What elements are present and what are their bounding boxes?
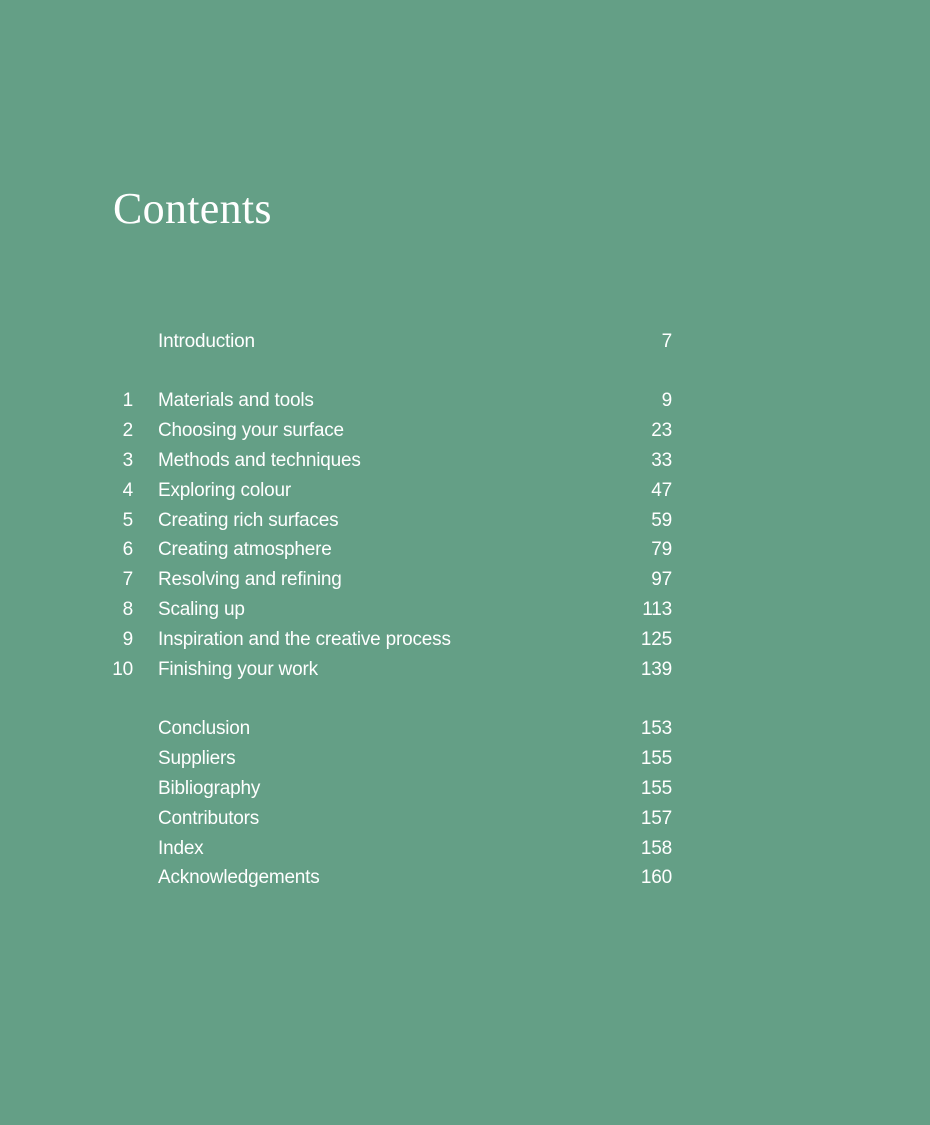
toc-entry[interactable] (100, 714, 672, 744)
chapter-title: Creating rich surfaces (158, 509, 339, 531)
toc-entry-label: Bibliography (158, 777, 261, 799)
chapter-number: 4 (122, 479, 133, 501)
chapter-page: 59 (651, 509, 672, 531)
chapter-title: Resolving and refining (158, 569, 342, 591)
toc-entry-label: Introduction (158, 331, 255, 352)
toc-entry-page: 157 (640, 807, 672, 829)
toc-entry[interactable] (100, 834, 672, 864)
chapter-number: 1 (122, 390, 133, 411)
chapter-title: Creating atmosphere (158, 539, 332, 561)
chapter-number: 5 (122, 509, 133, 531)
toc-entry-label: Suppliers (158, 747, 236, 769)
toc-chapter-entry[interactable] (100, 535, 672, 565)
chapter-title: Exploring colour (158, 479, 292, 501)
toc-chapter-entry[interactable] (100, 655, 672, 685)
toc-chapter-entry[interactable] (100, 565, 672, 595)
toc-entry-page: 155 (640, 747, 672, 769)
toc-entry-page: 158 (640, 837, 672, 859)
toc-entry[interactable] (100, 327, 672, 357)
chapter-title: Choosing your surface (158, 419, 344, 441)
chapter-page: 97 (651, 569, 672, 591)
toc-chapter-entry[interactable] (100, 386, 672, 416)
toc-entry-page: 155 (640, 777, 672, 799)
toc-entry[interactable] (100, 804, 672, 834)
chapter-number: 9 (122, 629, 133, 651)
toc-entry-page: 160 (640, 867, 672, 889)
toc-chapter-entry[interactable] (100, 476, 672, 506)
chapter-number: 2 (122, 419, 133, 441)
toc-entry-label: Acknowledgements (158, 867, 320, 889)
toc-entry-label: Index (158, 837, 204, 859)
chapter-title: Scaling up (158, 599, 245, 621)
chapter-page: 23 (651, 419, 672, 441)
chapter-title: Inspiration and the creative process (158, 629, 451, 651)
toc-entry-page: 7 (661, 331, 672, 352)
chapter-title: Finishing your work (158, 659, 318, 681)
chapter-number: 6 (122, 539, 133, 561)
toc-chapter-entry[interactable] (100, 595, 672, 625)
toc-entry[interactable] (100, 774, 672, 804)
chapter-page: 33 (651, 449, 672, 471)
chapter-number: 3 (122, 449, 133, 471)
chapter-title: Materials and tools (158, 390, 314, 411)
chapter-number: 8 (122, 599, 133, 621)
chapter-title: Methods and techniques (158, 449, 361, 471)
toc-entry[interactable] (100, 744, 672, 774)
toc-back-matter (100, 714, 672, 893)
toc-entry-label: Contributors (158, 807, 260, 829)
page-title: Contents (113, 184, 272, 233)
chapter-page: 79 (651, 539, 672, 561)
toc-chapter-entry[interactable] (100, 446, 672, 476)
toc-chapter-entry[interactable] (100, 416, 672, 446)
toc-chapters (100, 386, 672, 685)
toc-chapter-entry[interactable] (100, 506, 672, 536)
chapter-page: 139 (640, 659, 672, 681)
chapter-page: 125 (640, 629, 672, 651)
chapter-number: 10 (112, 659, 133, 681)
chapter-page: 113 (642, 599, 672, 621)
chapter-page: 47 (651, 479, 672, 501)
chapter-number: 7 (122, 569, 133, 591)
toc-front-matter (100, 327, 672, 357)
chapter-page: 9 (661, 390, 672, 411)
toc-chapter-entry[interactable] (100, 625, 672, 655)
toc-entry-page: 153 (640, 718, 672, 739)
toc-entry[interactable] (100, 863, 672, 893)
toc-entry-label: Conclusion (158, 718, 250, 739)
